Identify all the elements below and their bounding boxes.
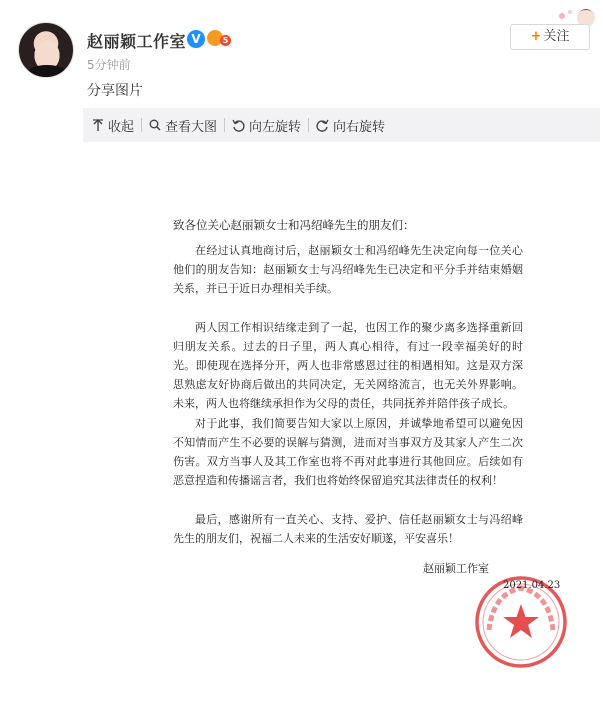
collapse-label: 收起: [108, 119, 135, 135]
rotate-left-icon: [232, 119, 245, 132]
letter-paragraph: 最后，感谢所有一直关心、支持、爱护、信任赵丽颖女士与冯绍峰先生的朋友们，祝福二人未来的生活安好顺遂，平安喜乐！: [173, 513, 523, 545]
username[interactable]: 赵丽颖工作室: [87, 32, 187, 51]
collapse-button[interactable]: [85, 108, 141, 142]
rotate-right-button[interactable]: [309, 108, 392, 142]
letter-salutation: 致各位关心赵丽颖女士和冯绍峰先生的朋友们：: [173, 218, 415, 232]
letter-signature: 赵丽颖工作室: [423, 562, 489, 575]
collapse-icon: [92, 119, 104, 132]
member-level: 5: [220, 35, 231, 46]
avatar[interactable]: [18, 22, 74, 78]
follow-button[interactable]: [510, 24, 590, 50]
follow-area: [510, 6, 598, 48]
image-panel: [83, 108, 600, 702]
letter-paragraph: 两人因工作相识结缘走到了一起，也因工作的聚少离多选择重新回归朋友关系。过去的日子里，两人真心相待，有过一段幸福美好的时光。即使现在选择分开，两人也非常感恩过往的相遇相知。这是双方深思熟虑友好协商后做出的共同决定，无关网络流言，也无关外界影响。未来，两人也将继续承担作为父母的责任，共同抚养并陪伴孩子成长。: [173, 321, 523, 410]
verified-icon: V: [187, 30, 205, 48]
letter-image[interactable]: [83, 142, 600, 702]
follow-label: 关注: [543, 29, 570, 44]
view-large-button[interactable]: [142, 108, 224, 142]
letter-paragraph: 对于此事，我们简要告知大家以上原因，并诚挚地希望可以避免因不知情而产生不必要的误解与猜测，进而对当事双方及其家人产生二次伤害。双方当事人及其工作室也将不再对此事进行其他回应。后续如有恶意捏造和传播谣言者，我们也将始终保留追究其法律责任的权利！: [173, 417, 523, 487]
view-large-label: 查看大图: [165, 119, 218, 135]
post-text: 分享图片: [87, 83, 143, 99]
post-time[interactable]: 5分钟前: [87, 58, 131, 72]
member-crown-icon[interactable]: [207, 30, 229, 48]
letter-date: 2021.04.23: [503, 580, 561, 591]
image-toolbar: [83, 108, 600, 142]
rotate-left-label: 向左旋转: [249, 119, 302, 135]
rotate-right-label: 向右旋转: [333, 119, 386, 135]
avatar-shirt: [27, 65, 67, 78]
rotate-right-icon: [316, 119, 329, 132]
rotate-left-button[interactable]: [225, 108, 308, 142]
letter-paragraph: 在经过认真地商讨后，赵丽颖女士和冯绍峰先生决定向每一位关心他们的朋友告知：赵丽颖女士与冯绍峰先生已决定和平分手并结束婚姻关系，并已于近日办理相关手续。: [173, 244, 523, 295]
search-icon: [149, 119, 161, 131]
plus-icon: +: [530, 29, 542, 44]
